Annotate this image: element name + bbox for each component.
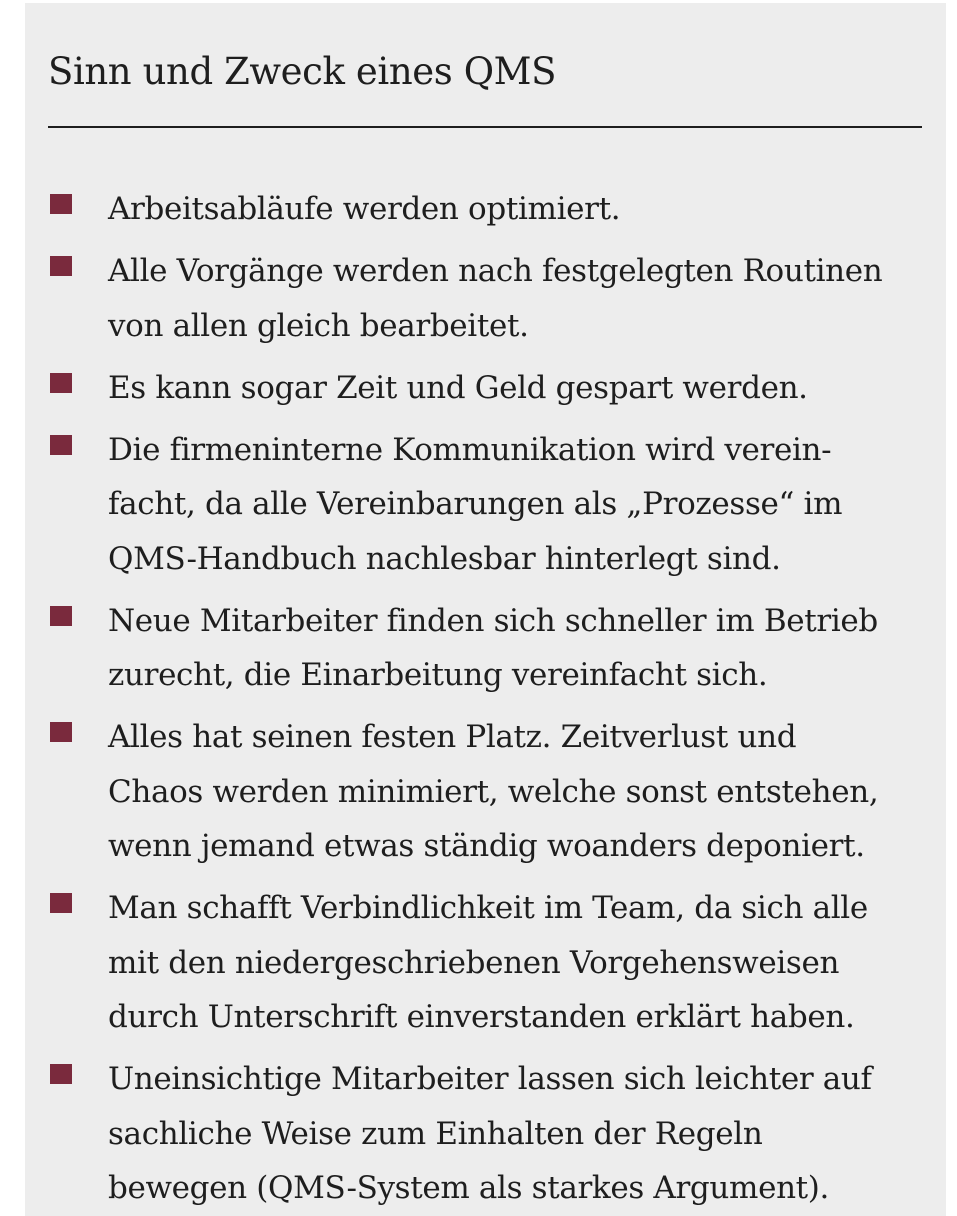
list-item-line: sachliche Weise zum Einhalten der Regeln [108,1115,763,1152]
square-bullet-icon [50,606,72,626]
square-bullet-icon [50,373,72,393]
list-item [48,594,922,703]
list-item-line: Die firmeninterne Kommunikation wird verein- [108,431,832,468]
box-title: Sinn und Zweck eines QMS [48,50,557,93]
list-item [48,182,922,237]
list-item-line: von allen gleich bearbeitet. [108,307,529,344]
list-item-line: Arbeitsabläufe werden optimiert. [108,191,621,227]
list-item [48,710,922,874]
list-item-line: bewegen (QMS-System als starkes Argument). [108,1170,830,1206]
benefits-list [48,182,922,1216]
title-divider [48,126,922,128]
square-bullet-icon [50,893,72,913]
list-item [48,423,922,587]
list-item-line: facht, da alle Vereinbarungen als „Prozesse“ im [108,486,843,522]
list-item-line: Alle Vorgänge werden nach festgelegten Routinen [108,253,883,289]
list-item-line: Man schafft Verbindlichkeit im Team, da sich alle [108,890,868,926]
list-item-line: wenn jemand etwas ständig woanders deponiert. [108,828,865,864]
list-item-line: durch Unterschrift einverstanden erklärt haben. [108,999,855,1035]
list-item-line: Neue Mitarbeiter finden sich schneller im Betrieb [108,602,878,639]
list-item-line: Chaos werden minimiert, welche sonst entstehen, [108,773,879,810]
list-item-line: Es kann sogar Zeit und Geld gespart werden. [108,369,808,406]
list-item-line: mit den niedergeschriebenen Vorgehensweisen [108,944,840,981]
square-bullet-icon [50,435,72,455]
list-item [48,244,922,353]
square-bullet-icon [50,1064,72,1084]
list-item-line: Alles hat seinen festen Platz. Zeitverlust und [108,719,797,755]
list-item-line: Uneinsichtige Mitarbeiter lassen sich leichter auf [108,1061,872,1097]
list-item-line: QMS-Handbuch nachlesbar hinterlegt sind. [108,540,781,577]
list-item [48,361,922,416]
square-bullet-icon [50,194,72,214]
square-bullet-icon [50,722,72,742]
list-item-line: zurecht, die Einarbeitung vereinfacht sich. [108,657,768,693]
square-bullet-icon [50,256,72,276]
info-box [25,3,946,1216]
list-item [48,1052,922,1216]
list-item [48,881,922,1045]
